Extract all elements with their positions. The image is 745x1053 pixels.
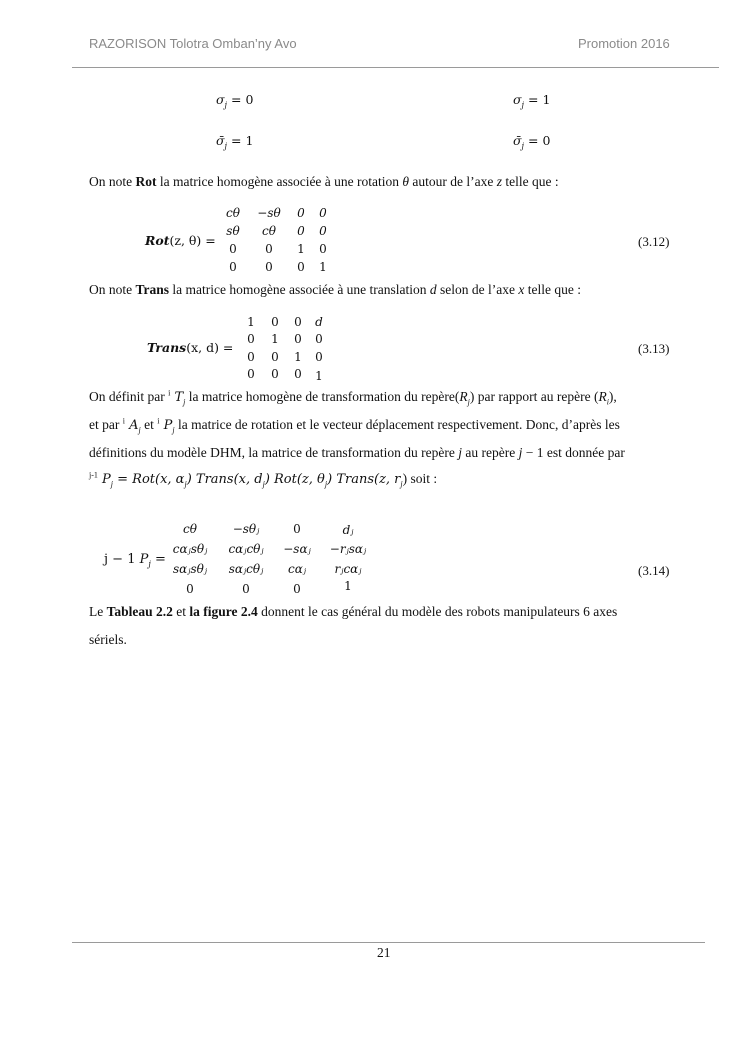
- eq313-cell: 1: [315, 369, 323, 383]
- eq312-cell: 0: [297, 260, 305, 274]
- eq314-cell: −sαⱼ: [283, 542, 311, 556]
- para-def-line3: définitions du modèle DHM, la matrice de transformation du repère j au repère j − 1 est donnée par: [89, 445, 625, 460]
- eq314-cell: −rⱼsαⱼ: [329, 542, 367, 556]
- eq312-cell: 0: [319, 206, 327, 220]
- eq313-cell: 0: [271, 367, 279, 381]
- eq312-cell: cθ: [262, 224, 276, 238]
- eq312-lhs: Rot(z, θ) =: [145, 233, 216, 248]
- sigma-j-one: $\sigma_j = 1$: [513, 92, 551, 110]
- eq312-cell: 0: [319, 224, 327, 238]
- eq313-cell: 0: [294, 315, 302, 329]
- eq314-cell: 0: [242, 582, 250, 596]
- eq313-cell: 0: [247, 367, 255, 381]
- eq313-cell: 0: [271, 315, 279, 329]
- para-def-line2: et par $^i$ $A_j$ et $^i$ $P_j$ la matrice de rotation et le vecteur déplacement respectivement. Donc, d’après les: [89, 416, 620, 435]
- eq313-cell: 0: [315, 350, 323, 364]
- sigma-bar-j-one: $\sigmā_j = 1$: [216, 133, 254, 151]
- eq313-cell: 0: [247, 350, 255, 364]
- eq312-cell: 0: [297, 206, 305, 220]
- sigma-j-zero: $\sigma_j = 0$: [216, 92, 254, 110]
- eq313-lhs: Trans(x, d) =: [147, 340, 234, 355]
- eq314-number: (3.14): [638, 563, 670, 578]
- para-def-line4: $^{j-1}$ $P_j = Rot(x$, $\alpha_j$) Trans(x, $d_j$) Rot(z, $\theta_j$) Trans(z, $r_j$) soit :: [89, 470, 438, 489]
- footer-rule: [72, 942, 705, 943]
- eq313-cell: 1: [271, 332, 279, 346]
- eq313-cell: 0: [247, 332, 255, 346]
- eq312-cell: −sθ: [257, 206, 281, 220]
- eq313-cell: 0: [315, 332, 323, 346]
- eq312-cell: 1: [297, 242, 305, 256]
- eq314-cell: cαⱼ: [288, 562, 306, 576]
- eq314-cell: cαⱼsθⱼ: [172, 542, 208, 556]
- eq313-cell: 1: [294, 350, 302, 364]
- eq313-cell: d: [315, 315, 323, 329]
- eq312-cell: sθ: [226, 224, 240, 238]
- eq313-cell: 0: [294, 332, 302, 346]
- eq314-cell: 0: [186, 582, 194, 596]
- eq312-number: (3.12): [638, 234, 670, 249]
- eq314-cell: cαⱼcθⱼ: [228, 542, 264, 556]
- header-promotion: Promotion 2016: [578, 36, 670, 51]
- eq312-cell: 0: [297, 224, 305, 238]
- eq312-cell: cθ: [226, 206, 240, 220]
- eq314-cell: 0: [293, 522, 301, 536]
- eq314-lhs: j − 1 $P_j$ =: [104, 552, 166, 569]
- header-rule: [72, 67, 719, 68]
- eq312-cell: 0: [265, 242, 273, 256]
- closing-line1: Le Tableau 2.2 et la figure 2.4 donnent le cas général du modèle des robots manipulateurs 6 axes: [89, 604, 618, 619]
- closing-line2: sériels.: [89, 632, 127, 647]
- eq314-cell: −sθⱼ: [232, 522, 260, 536]
- eq314-cell: 1: [344, 579, 352, 593]
- para-def-line1: On définit par $^i$ $T_j$ la matrice homogène de transformation du $repère(R_j)$ par rapport au repère $(R_i)$,: [89, 388, 617, 407]
- rot-intro-text: On note Rot la matrice homogène associée à une rotation θ autour de l’axe z telle que :: [89, 174, 559, 189]
- sigma-bar-j-zero: $\sigmā_j = 0$: [513, 133, 551, 151]
- eq312-cell: 1: [319, 260, 327, 274]
- eq314-cell: 0: [293, 582, 301, 596]
- eq312-cell: 0: [265, 260, 273, 274]
- eq313-cell: 0: [271, 350, 279, 364]
- eq314-cell: dⱼ: [342, 523, 354, 537]
- eq313-cell: 1: [247, 315, 255, 329]
- eq312-cell: 0: [319, 242, 327, 256]
- eq314-cell: cθ: [183, 522, 197, 536]
- eq314-cell: rⱼcαⱼ: [334, 562, 362, 576]
- page-number: 21: [377, 945, 391, 960]
- trans-intro-text: On note Trans la matrice homogène associée à une translation d selon de l’axe x telle que :: [89, 282, 581, 297]
- header-author: RAZORISON Tolotra Omban’ny Avo: [89, 36, 297, 51]
- eq313-number: (3.13): [638, 341, 670, 356]
- eq314-cell: sαⱼcθⱼ: [228, 562, 264, 576]
- eq312-cell: 0: [229, 242, 237, 256]
- eq313-cell: 0: [294, 367, 302, 381]
- eq314-cell: sαⱼsθⱼ: [173, 562, 207, 576]
- eq312-cell: 0: [229, 260, 237, 274]
